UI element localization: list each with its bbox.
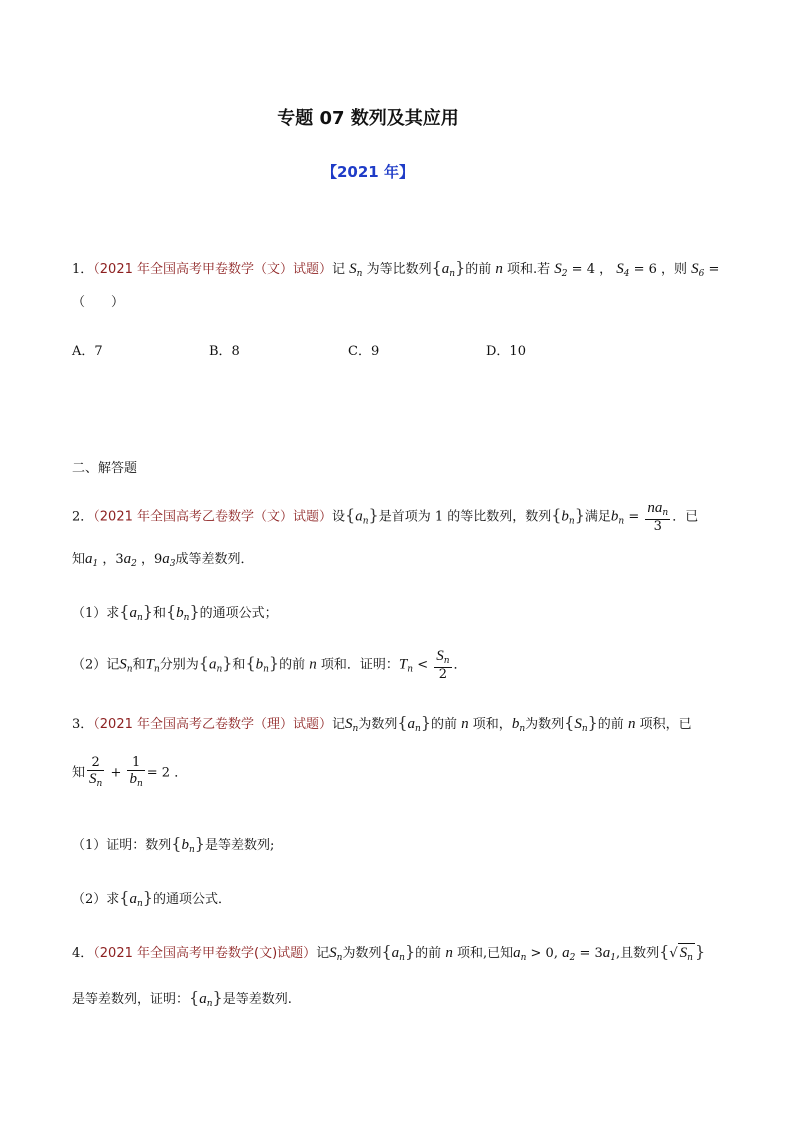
text: 项和， <box>472 717 512 732</box>
question-source: （2021 年全国高考甲卷数学（文）试题） <box>93 262 332 277</box>
text: 成等差数列． <box>175 552 254 567</box>
question-3-line-1: 3．（2021 年全国高考乙卷数学（理）试题）记$S_n$为数列$\{a_n\}$的前 n 项和，$b_n$为数列$\{S_n\}$的前 n 项积，已 <box>72 713 692 734</box>
question-2-part-2: （2）记$S_n$和$T_n$分别为$\{a_n\}$和$\{b_n\}$的前 n 项和．证明：$T_n$ < $\frac{S_n}{2}$ ． <box>72 648 467 682</box>
question-number: 3． <box>72 717 94 732</box>
fraction: $\frac{na_n}{3}$ <box>647 500 669 534</box>
question-3-part-1: （1）证明：数列$\{b_n\}$是等差数列; <box>72 834 275 855</box>
text: 是首项为 1 的等比数列，数列 <box>378 509 552 525</box>
text: ．已 <box>672 509 699 525</box>
question-number: 4． <box>72 946 94 961</box>
option-b: B．8 <box>209 344 240 359</box>
text: 分别为 <box>159 657 199 673</box>
text: 和 <box>232 657 246 673</box>
question-source: （2021 年全国高考甲卷数学(文)试题） <box>93 946 317 961</box>
text: 记 <box>332 717 346 732</box>
text: 的前 <box>431 717 458 732</box>
text: 和 <box>132 657 146 673</box>
text: 是等差数列，证明： <box>72 992 190 1007</box>
text: （2）记 <box>72 657 120 673</box>
text: 的前 <box>279 657 306 673</box>
question-1-line-1: 1．（2021 年全国高考甲卷数学（文）试题）记 $S_n$ 为等比数列$\{a_n\}$的前 n 项和.若 $S_2 = 4$ ， $S_4 = 6$ ，则 $S_6$ = <box>72 258 720 279</box>
question-2-line-1: 2．（2021 年全国高考乙卷数学（文）试题）设$\{a_n\}$是首项为 1 的等比数列，数列$\{b_n\}$满足$b_n$ = $\frac{na_n}{3}$ ．已 <box>72 500 699 534</box>
question-1-blank: （ ） <box>72 295 125 310</box>
fraction: $\frac{2}{S_n}$ <box>89 755 103 790</box>
question-4-line-1: 4．（2021 年全国高考甲卷数学(文)试题）记$S_n$为数列$\{a_n\}$的前 n 项和,已知$a_n > 0$, $a_2 = 3a_1$,且数列{√ $S_n$ } <box>72 942 706 963</box>
question-number: 1． <box>72 262 94 277</box>
text: 为数列 <box>358 717 398 732</box>
text: 记 <box>316 946 330 961</box>
text: 设 <box>332 509 346 525</box>
question-3-part-2: （2）求$\{a_n\}$的通项公式． <box>72 888 231 909</box>
text: （1）证明：数列 <box>72 838 172 853</box>
text: 和 <box>152 606 166 621</box>
text: 项积，已 <box>639 717 692 732</box>
option-c: C．9 <box>348 344 380 359</box>
text: 的前 <box>597 717 624 732</box>
text: 为数列 <box>342 946 382 961</box>
text: 且数列 <box>620 946 660 961</box>
question-3-line-2: 知 $\frac{2}{S_n}$ + $\frac{1}{b_n}$ = 2 ． <box>72 755 188 790</box>
fraction: $\frac{1}{b_n}$ <box>129 755 143 790</box>
text: 知 <box>72 552 86 567</box>
text: （2）求 <box>72 892 120 907</box>
page-title: 专题 07 数列及其应用 <box>277 108 459 129</box>
text: 为数列 <box>525 717 565 732</box>
option-d: D．10 <box>486 344 526 359</box>
text: = 2 ． <box>146 765 188 781</box>
text: 知 <box>72 765 86 781</box>
question-source: （2021 年全国高考乙卷数学（理）试题） <box>93 717 332 732</box>
question-2-line-2: 知$a_1$ ，$3a_2$ ，$9a_3$成等差数列． <box>72 551 254 569</box>
text: ． <box>453 657 467 673</box>
section-heading: 二、解答题 <box>72 461 138 476</box>
year-heading: 【2021 年】 <box>322 163 414 181</box>
text: 是等差数列; <box>204 838 275 853</box>
text: 的通项公式． <box>152 892 231 907</box>
text: 的前 <box>415 946 442 961</box>
question-4-line-2: 是等差数列，证明：$\{a_n\}$是等差数列. <box>72 988 292 1009</box>
text: 项和．证明： <box>320 657 399 673</box>
question-number: 2． <box>72 509 94 525</box>
text: 的通项公式； <box>199 606 278 621</box>
option-a: A．7 <box>72 344 103 359</box>
fraction: $\frac{S_n}{2}$ <box>436 648 450 682</box>
question-2-part-1: （1）求$\{a_n\}$和$\{b_n\}$的通项公式； <box>72 602 278 623</box>
question-source: （2021 年全国高考乙卷数学（文）试题） <box>93 509 332 525</box>
text: 是等差数列. <box>222 992 292 1007</box>
text: 项和,已知 <box>456 946 514 961</box>
text: （1）求 <box>72 606 120 621</box>
text: 满足 <box>584 509 611 525</box>
